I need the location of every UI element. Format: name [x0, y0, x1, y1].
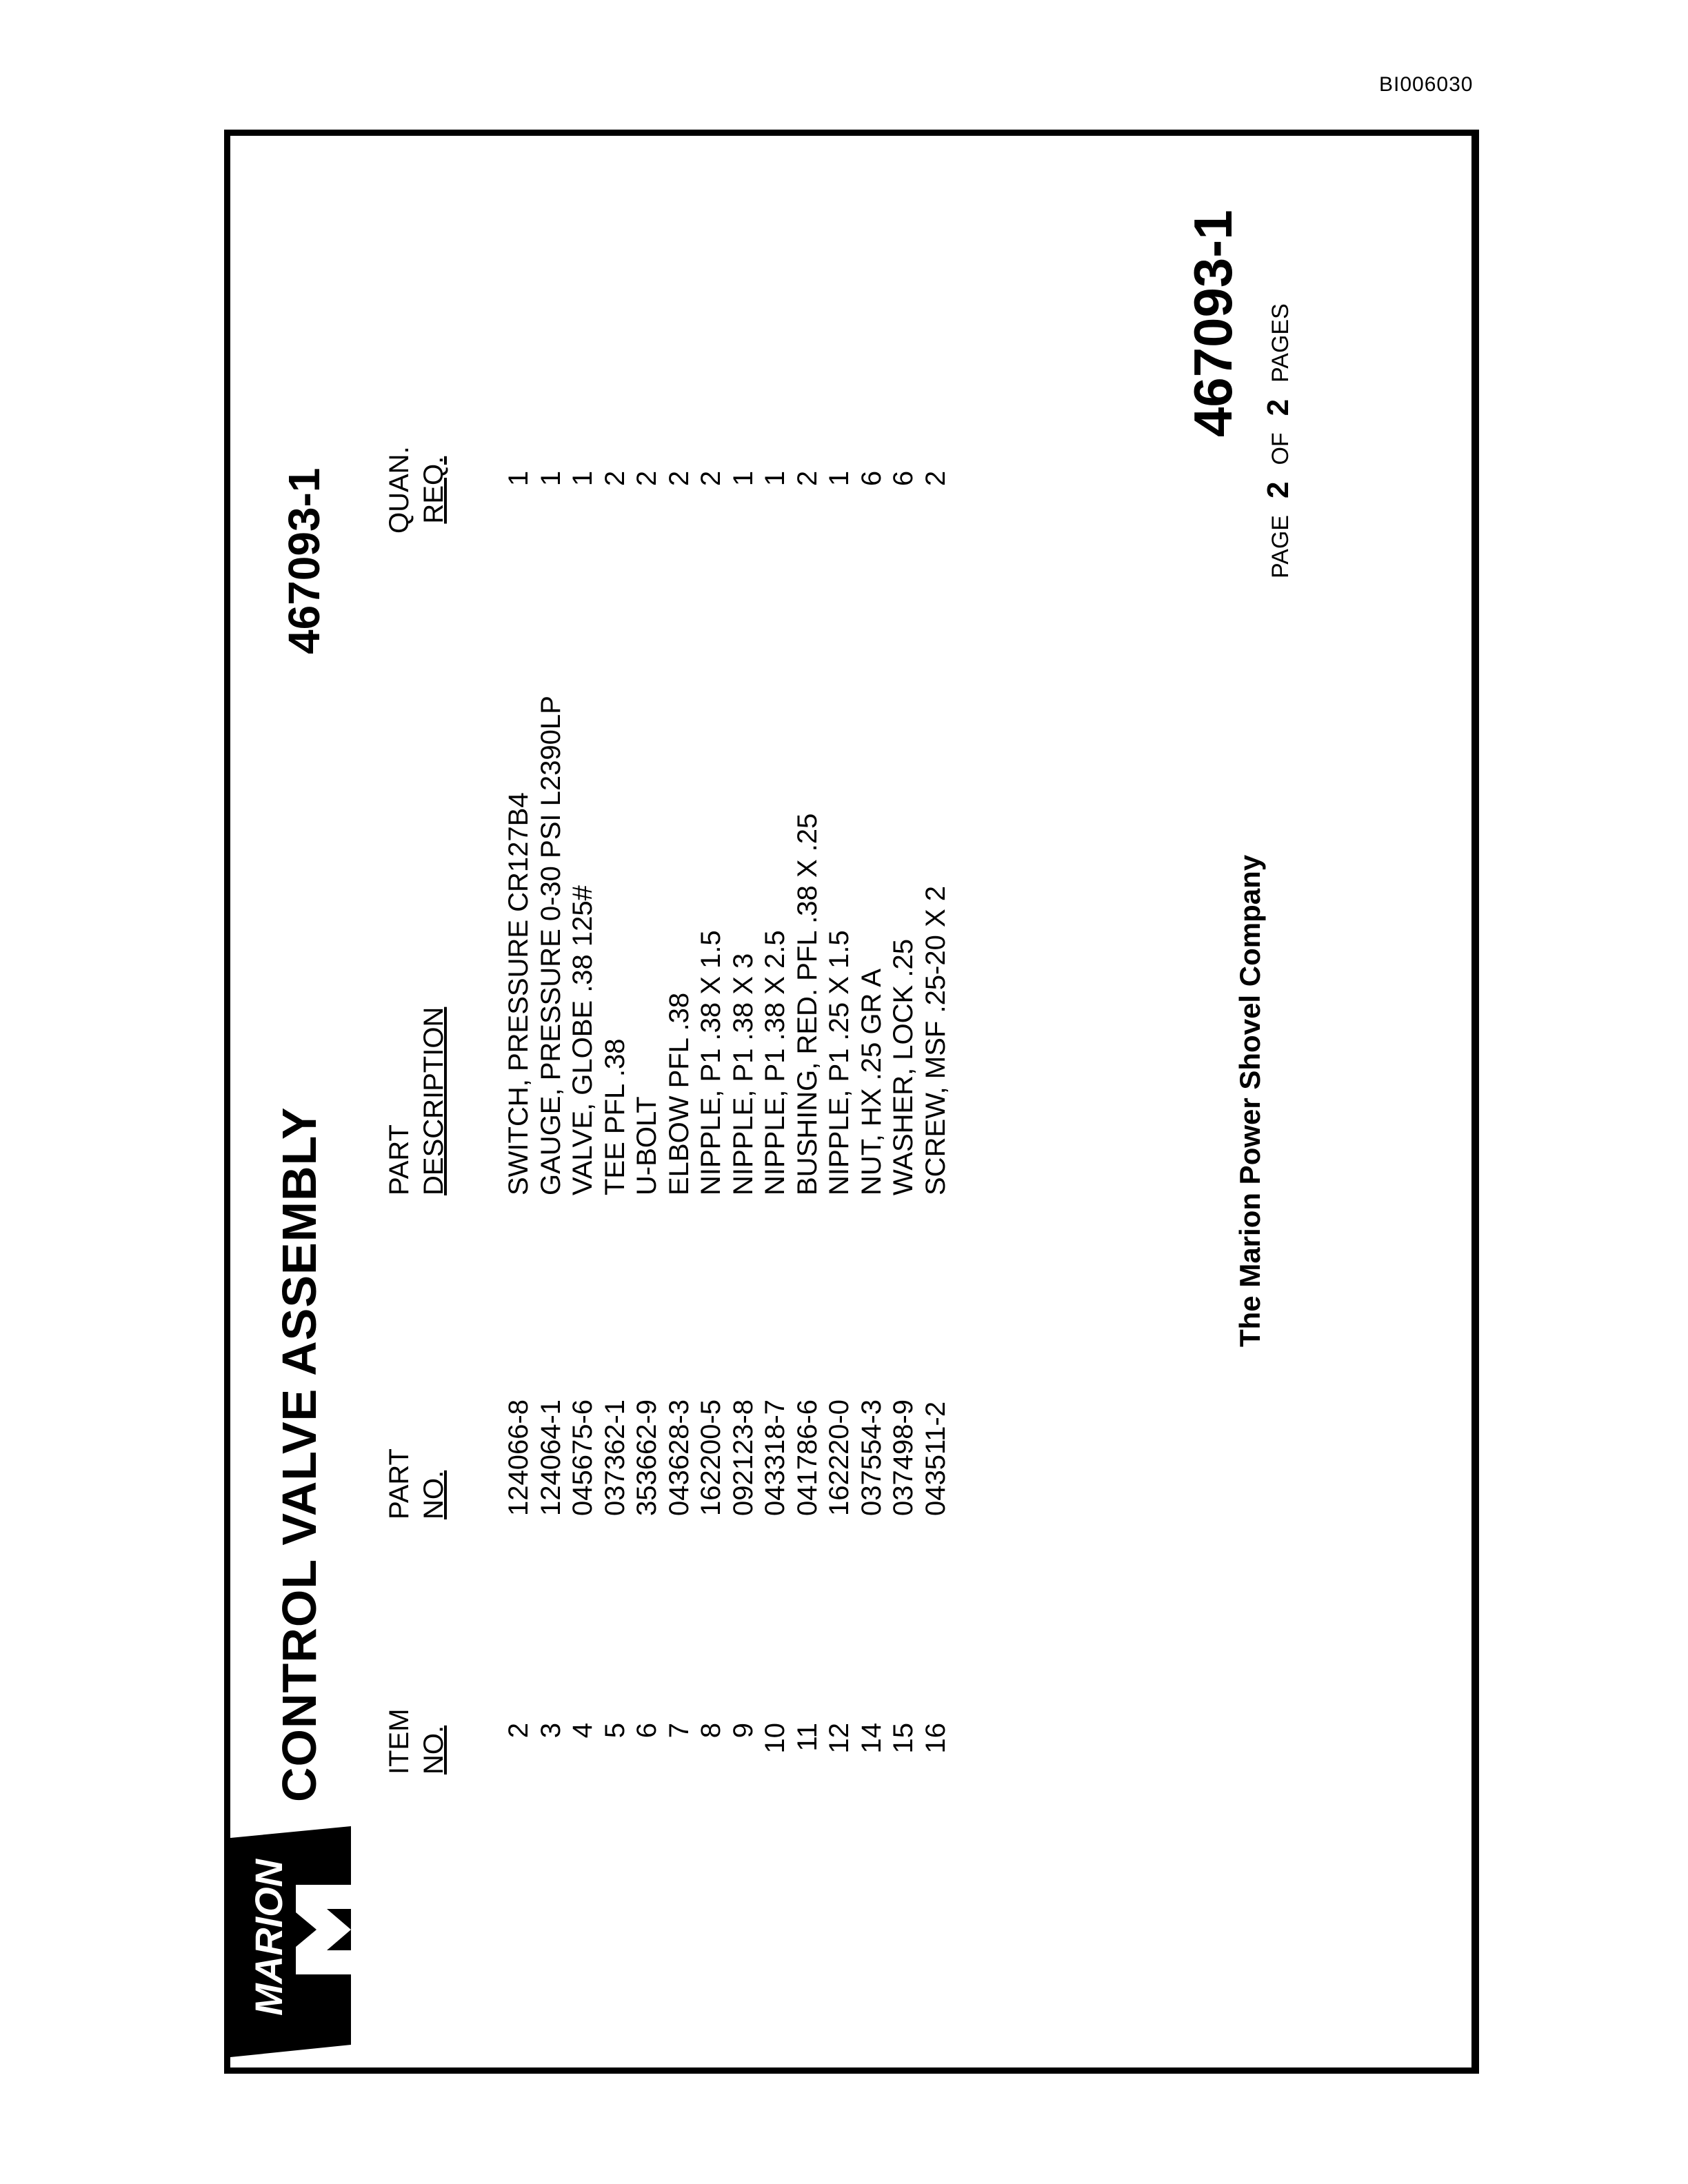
part-description: SCREW, MSF .25-20 X 2 — [920, 885, 951, 1195]
part-number: 162220-0 — [824, 1399, 854, 1516]
pages-label: PAGES — [1267, 303, 1294, 383]
parts-row — [887, 136, 920, 2067]
part-number: 162200-5 — [696, 1399, 726, 1516]
quantity: 2 — [920, 470, 951, 487]
part-description: NUT, HX .25 GR A — [856, 969, 887, 1195]
item-number: 12 — [824, 1723, 854, 1754]
page-label: PAGE — [1267, 515, 1294, 578]
page-title: CONTROL VALVE ASSEMBLY — [272, 1106, 326, 1802]
column-header-part-no — [382, 1448, 451, 1519]
part-number: 353662-9 — [632, 1399, 662, 1516]
quantity: 1 — [824, 470, 854, 487]
item-number: 16 — [920, 1723, 951, 1754]
item-number: 2 — [503, 1723, 534, 1739]
part-description: SWITCH, PRESSURE CR127B4 — [503, 792, 534, 1195]
parts-row — [663, 136, 696, 2067]
column-header-item-no — [382, 1708, 451, 1775]
rotated-page — [230, 136, 1471, 2067]
parts-row — [695, 136, 727, 2067]
column-header-line: QUAN. — [384, 446, 414, 534]
item-number: 11 — [792, 1723, 823, 1752]
quantity: 6 — [856, 470, 887, 487]
item-number: 8 — [696, 1723, 726, 1739]
document-id: BI006030 — [1379, 73, 1474, 96]
company-name: The Marion Power Shovel Company — [1234, 854, 1266, 1347]
quantity: 1 — [727, 470, 758, 487]
parts-row — [631, 136, 663, 2067]
column-header-line: NO. — [419, 1725, 449, 1775]
part-description: BUSHING, RED. PFL .38 X .25 — [792, 813, 823, 1195]
item-number: 14 — [856, 1723, 887, 1754]
column-header-line: ITEM — [384, 1708, 414, 1775]
parts-row — [599, 136, 632, 2067]
part-description: ELBOW PFL .38 — [663, 992, 694, 1195]
column-header-line: DESCRIPTION — [419, 1007, 449, 1195]
column-header-quantity — [382, 446, 451, 534]
parts-list — [503, 136, 952, 2067]
quantity: 1 — [503, 470, 534, 487]
parts-row — [727, 136, 760, 2067]
part-description: NIPPLE, P1 .25 X 1.5 — [824, 930, 854, 1195]
of-label: OF — [1267, 432, 1294, 465]
item-number: 10 — [760, 1723, 790, 1754]
parts-row — [920, 136, 952, 2067]
quantity: 2 — [792, 470, 823, 487]
part-description: NIPPLE, P1 .38 X 1.5 — [696, 930, 726, 1195]
parts-row — [759, 136, 792, 2067]
column-header-line: PART — [384, 1448, 414, 1519]
part-description: GAUGE, PRESSURE 0-30 PSI L2390LP — [535, 696, 566, 1195]
part-description: TEE PFL .38 — [599, 1038, 630, 1195]
footer-assembly-number: 467093-1 — [1183, 210, 1243, 437]
part-number: 037362-1 — [599, 1399, 630, 1516]
quantity: 2 — [696, 470, 726, 487]
part-number: 043318-7 — [760, 1399, 790, 1516]
parts-row — [856, 136, 888, 2067]
part-number: 043511-2 — [920, 1401, 951, 1516]
part-number: 045675-6 — [567, 1399, 598, 1516]
parts-row — [503, 136, 535, 2067]
quantity: 1 — [567, 470, 598, 487]
total-pages: 2 — [1261, 398, 1295, 416]
quantity: 1 — [760, 470, 790, 487]
parts-row — [792, 136, 824, 2067]
quantity: 1 — [535, 470, 566, 487]
parts-row — [567, 136, 599, 2067]
item-number: 4 — [567, 1723, 598, 1739]
column-header-description — [382, 1007, 451, 1195]
page-number: 2 — [1261, 481, 1295, 499]
item-number: 3 — [535, 1723, 566, 1739]
page-indicator — [1261, 303, 1296, 578]
part-number: 037554-3 — [856, 1399, 887, 1516]
assembly-number: 467093-1 — [279, 467, 329, 654]
column-header-line: NO. — [419, 1470, 449, 1519]
column-header-line: REQ. — [419, 456, 449, 524]
part-number: 043628-3 — [663, 1399, 694, 1516]
part-description: WASHER, LOCK .25 — [888, 939, 918, 1195]
marion-logo-text: MARION — [247, 1859, 290, 2016]
part-description: NIPPLE, P1 .38 X 2.5 — [760, 930, 790, 1195]
part-number: 124066-8 — [503, 1399, 534, 1516]
page-frame — [224, 130, 1479, 2074]
item-number: 5 — [599, 1723, 630, 1739]
quantity: 2 — [632, 470, 662, 487]
item-number: 15 — [888, 1723, 918, 1754]
part-number: 041786-6 — [792, 1399, 823, 1516]
quantity: 2 — [599, 470, 630, 487]
item-number: 9 — [727, 1723, 758, 1739]
column-header-line: PART — [384, 1124, 414, 1195]
part-number: 037498-9 — [888, 1399, 918, 1516]
part-number: 092123-8 — [727, 1399, 758, 1516]
item-number: 6 — [632, 1723, 662, 1739]
part-description: VALVE, GLOBE .38 125# — [567, 885, 598, 1195]
part-description: U-BOLT — [632, 1096, 662, 1195]
parts-row — [535, 136, 567, 2067]
quantity: 6 — [888, 470, 918, 487]
parts-row — [823, 136, 856, 2067]
part-description: NIPPLE, P1 .38 X 3 — [727, 953, 758, 1195]
quantity: 2 — [663, 470, 694, 487]
part-number: 124064-1 — [535, 1399, 566, 1516]
marion-logo — [230, 1826, 351, 2057]
item-number: 7 — [663, 1723, 694, 1739]
